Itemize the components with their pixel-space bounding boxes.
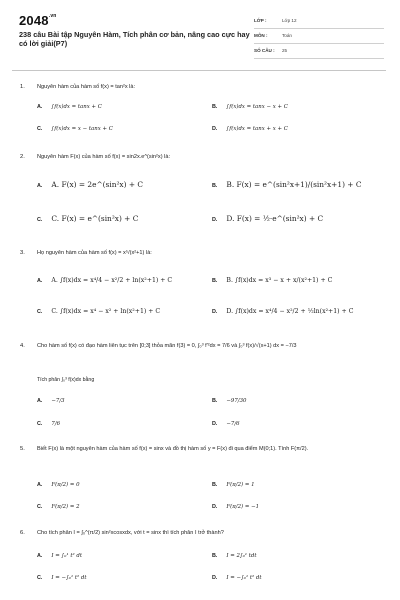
meta-key: SỐ CÂU : <box>254 48 275 53</box>
header <box>0 0 400 62</box>
option-c[interactable]: C. 7/6 <box>37 421 61 427</box>
meta-info <box>254 14 384 59</box>
question-number: 2. <box>20 154 25 160</box>
option-b[interactable]: B. F(π/2) = 1 <box>212 482 255 488</box>
meta-row-class <box>254 14 384 29</box>
question-number: 6. <box>20 530 25 536</box>
option-a[interactable]: A. ∫f(x)dx = tanx + C <box>37 104 102 110</box>
option-b[interactable]: B. ∫f(x)dx = tanx − x + C <box>212 104 288 110</box>
meta-key: LỚP : <box>254 18 267 23</box>
question-text: Nguyên hàm của hàm số f(x) = tan²x là: <box>37 84 136 90</box>
meta-value: Lớp 12 <box>282 18 297 23</box>
option-d[interactable]: D. D. ∫f(x)dx = x⁴/4 − x²/2 + ½ln(x²+1) + C <box>212 308 354 315</box>
meta-row-count <box>254 44 384 59</box>
question-number: 4. <box>20 343 25 349</box>
option-c[interactable]: C. C. F(x) = e^(sin²x) + C <box>37 214 139 223</box>
page-title: 238 câu Bài tập Nguyên Hàm, Tích phân cơ bản, nâng cao cực hay có lời giải(P7) <box>19 30 250 48</box>
question-number: 5. <box>20 446 25 452</box>
question-text: Cho tích phân I = ∫₀^(π/2) sin²xcosxdx, với t = sinx thì tích phân I trở thành? <box>37 530 224 536</box>
option-c[interactable]: C. C. ∫f(x)dx = x⁴ − x² + ln(x²+1) + C <box>37 308 161 315</box>
header-divider <box>12 70 386 71</box>
option-c[interactable]: C. I = −∫₀¹ t² dt <box>37 575 87 581</box>
option-c[interactable]: C. F(π/2) = 2 <box>37 504 80 510</box>
question-number: 3. <box>20 250 25 256</box>
option-b[interactable]: B. B. ∫f(x)dx = x³ − x + x/(x²+1) + C <box>212 277 333 284</box>
option-d[interactable]: D. I = −∫₀¹ t² dt <box>212 575 262 581</box>
option-c[interactable]: C. ∫f(x)dx = x − tanx + C <box>37 126 113 132</box>
option-a[interactable]: A. A. ∫f(x)dx = x⁴/4 − x²/2 + ln(x²+1) + C <box>37 277 173 284</box>
option-d[interactable]: D. D. F(x) = ½·e^(sin²x) + C <box>212 214 324 223</box>
question-text: Cho hàm số f(x) có đạo hàm liên tục trên [0;3] thỏa mãn f(3) = 0, ∫₀³ f'²dx = 7/6 và ∫₀³ f(x)/√(x+1) dx = −7/3 <box>37 343 297 349</box>
option-d[interactable]: D. F(π/2) = −1 <box>212 504 260 510</box>
option-a[interactable]: A. F(π/2) = 0 <box>37 482 80 488</box>
meta-key: MÔN : <box>254 33 268 38</box>
option-d[interactable]: D. ∫f(x)dx = tanx + x + C <box>212 126 288 132</box>
option-d[interactable]: D. −7/6 <box>212 421 240 427</box>
question-text: Họ nguyên hàm của hàm số f(x) = x⁵/(x²+1) là: <box>37 250 152 256</box>
meta-value: 25 <box>282 48 288 53</box>
option-a[interactable]: A. −7/3 <box>37 398 65 404</box>
question-text: Biết F(x) là một nguyên hàm của hàm số f(x) = sinx và đồ thị hàm số y = F(x) đi qua điểm M(0;1). Tính F(π/2). <box>37 446 309 452</box>
question-number: 1. <box>20 84 25 90</box>
option-b[interactable]: B. I = 2∫₀¹ tdt <box>212 553 257 559</box>
site-logo[interactable]: $2048^{.vn}$ <box>19 13 57 28</box>
option-a[interactable]: A. A. F(x) = 2e^(sin²x) + C <box>37 180 144 189</box>
option-b[interactable]: B. −97/30 <box>212 398 247 404</box>
meta-row-subject <box>254 29 384 44</box>
option-a[interactable]: A. I = ∫₀¹ t² dt <box>37 553 82 559</box>
option-b[interactable]: B. B. F(x) = e^(sin²x+1)/(sin²x+1) + C <box>212 180 362 189</box>
question-subtext: Tích phân ∫₀³ f(x)dx bằng <box>37 377 95 383</box>
meta-value: Toán <box>282 33 292 38</box>
question-text: Nguyên hàm F(x) của hàm số f(x) = sin2x.e^(sin²x) là: <box>37 154 171 160</box>
